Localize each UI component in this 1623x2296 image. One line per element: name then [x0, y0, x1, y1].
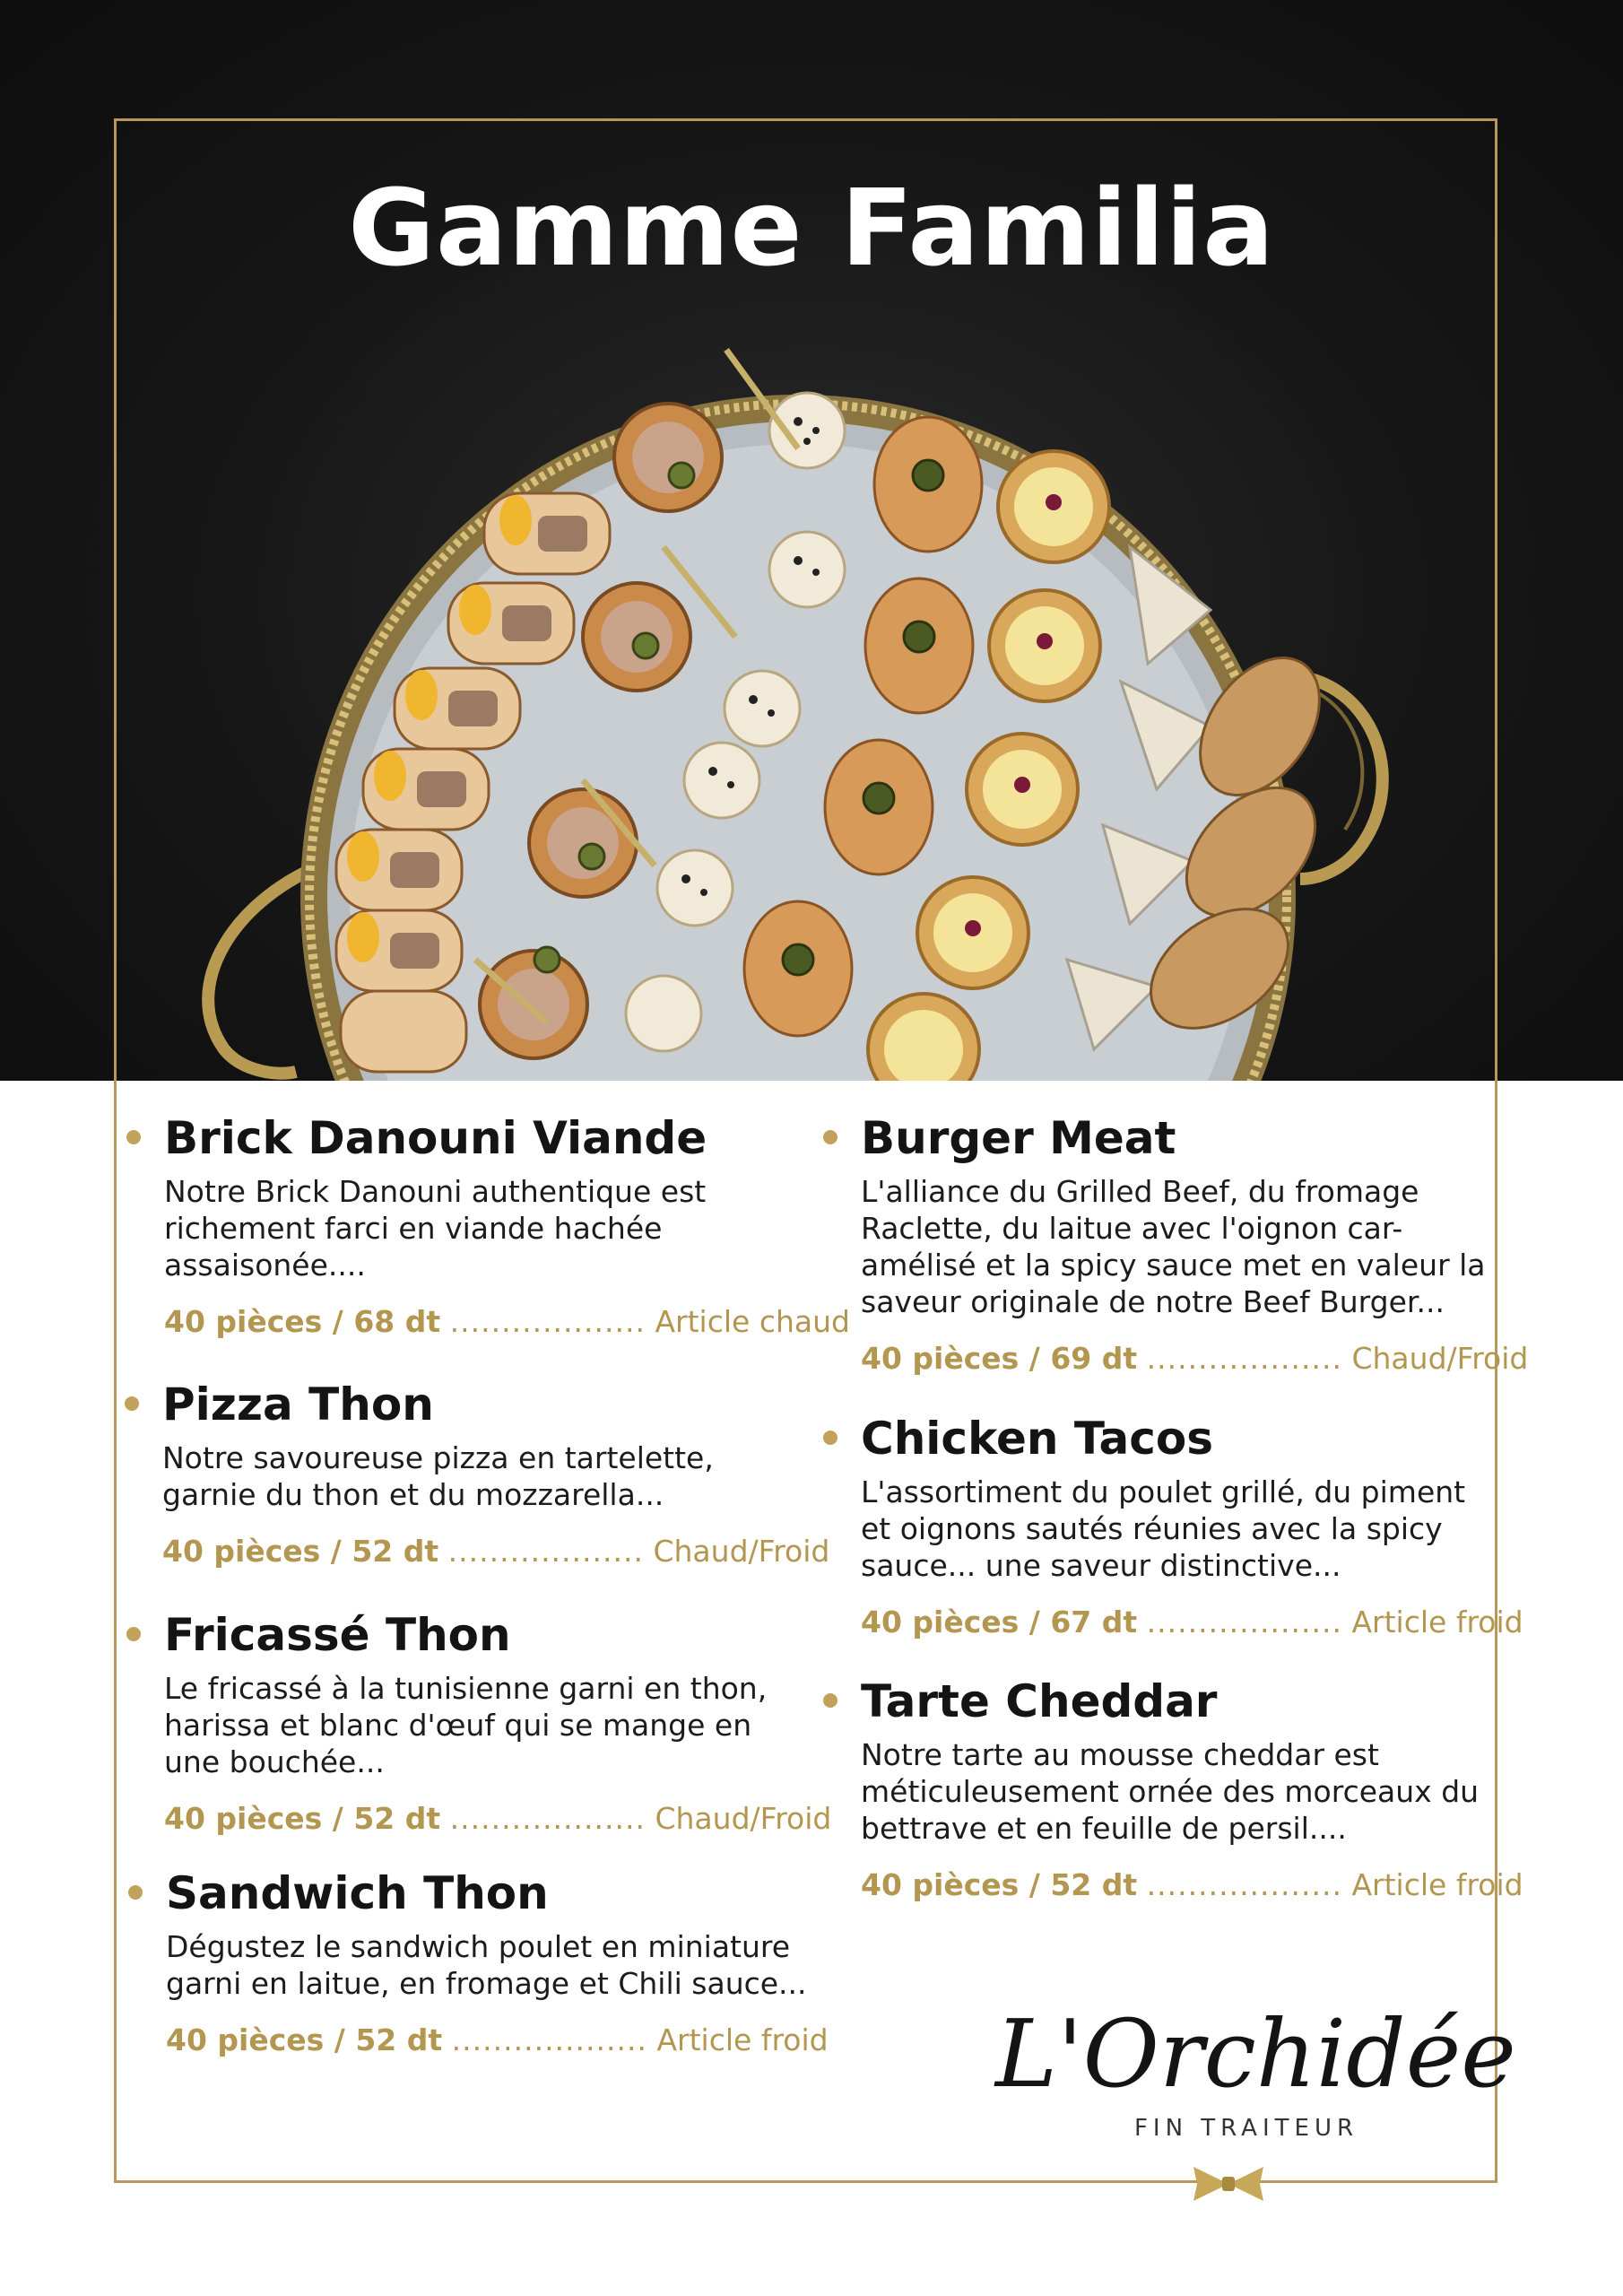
brand-name: L'Orchidée: [995, 1999, 1516, 2109]
menu-item-burger-meat: [861, 1110, 1529, 1377]
item-name: Sandwich Thon: [166, 1866, 812, 1921]
item-description: L'alliance du Grilled Beef, du fromage Raclette, du laitue avec l'oignon car- amélisé et la spicy sauce met en valeur la saveur originale de notre Beef Burger...: [861, 1174, 1486, 1319]
item-price: 40 pièces / 67 dt ................... Article froid: [861, 1605, 1523, 1639]
item-name: Pizza Thon: [162, 1377, 808, 1432]
gold-dot-icon: [125, 1396, 139, 1411]
item-name: Burger Meat: [861, 1110, 1506, 1166]
bow-tie-icon: [1188, 2163, 1269, 2205]
menu-item-pizza-thon: [162, 1377, 830, 1570]
gold-dot-icon: [823, 1693, 838, 1708]
item-price: 40 pièces / 69 dt ................... Chaud/Froid: [861, 1341, 1529, 1376]
page-title: Gamme Familia: [348, 166, 1275, 290]
item-description: Notre savoureuse pizza en tartelette, garnie du thon et du mozzarella...: [162, 1440, 714, 1512]
item-name: Chicken Tacos: [861, 1411, 1506, 1466]
gold-dot-icon: [126, 1130, 141, 1144]
gold-dot-icon: [128, 1885, 143, 1900]
item-description: L'assortiment du poulet grillé, du piment et oignons sautés réunies avec la spicy sauce... une saveur distinctive...: [861, 1474, 1466, 1583]
item-price: 40 pièces / 52 dt ................... Chaud/Froid: [162, 1534, 830, 1569]
item-name: Fricassé Thon: [164, 1607, 810, 1663]
item-price: 40 pièces / 52 dt ................... Article froid: [166, 2022, 829, 2057]
gold-dot-icon: [126, 1627, 141, 1641]
gold-dot-icon: [823, 1431, 838, 1445]
brand-tagline: FIN TRAITEUR: [1133, 2115, 1359, 2142]
menu-item-sandwich-thon: [166, 1866, 829, 2058]
menu-item-brick-danouni: [164, 1110, 850, 1340]
item-description: Dégustez le sandwich poulet en miniature garni en laitue, en fromage et Chili sauce...: [166, 1929, 807, 2001]
brand-logo: [995, 1999, 1516, 2142]
item-price: 40 pièces / 52 dt ................... Chaud/Froid: [164, 1801, 832, 1836]
gold-dot-icon: [823, 1130, 838, 1144]
item-price: 40 pièces / 68 dt ................... Article chaud: [164, 1304, 850, 1339]
menu-item-chicken-tacos: [861, 1411, 1523, 1640]
menu-item-fricasse-thon: [164, 1607, 832, 1837]
item-price: 40 pièces / 52 dt ................... Article froid: [861, 1867, 1523, 1902]
item-description: Notre tarte au mousse cheddar est méticuleusement ornée des morceaux du bettrave et en feuille de persil....: [861, 1737, 1480, 1846]
item-name: Tarte Cheddar: [861, 1674, 1506, 1729]
item-description: Notre Brick Danouni authentique est richement farci en viande hachée assaisonée....: [164, 1174, 707, 1283]
item-description: Le fricassé à la tunisienne garni en thon, harissa et blanc d'œuf qui se mange en une bouchée...: [164, 1671, 768, 1779]
menu-item-tarte-cheddar: [861, 1674, 1523, 1903]
item-name: Brick Danouni Viande: [164, 1110, 810, 1166]
